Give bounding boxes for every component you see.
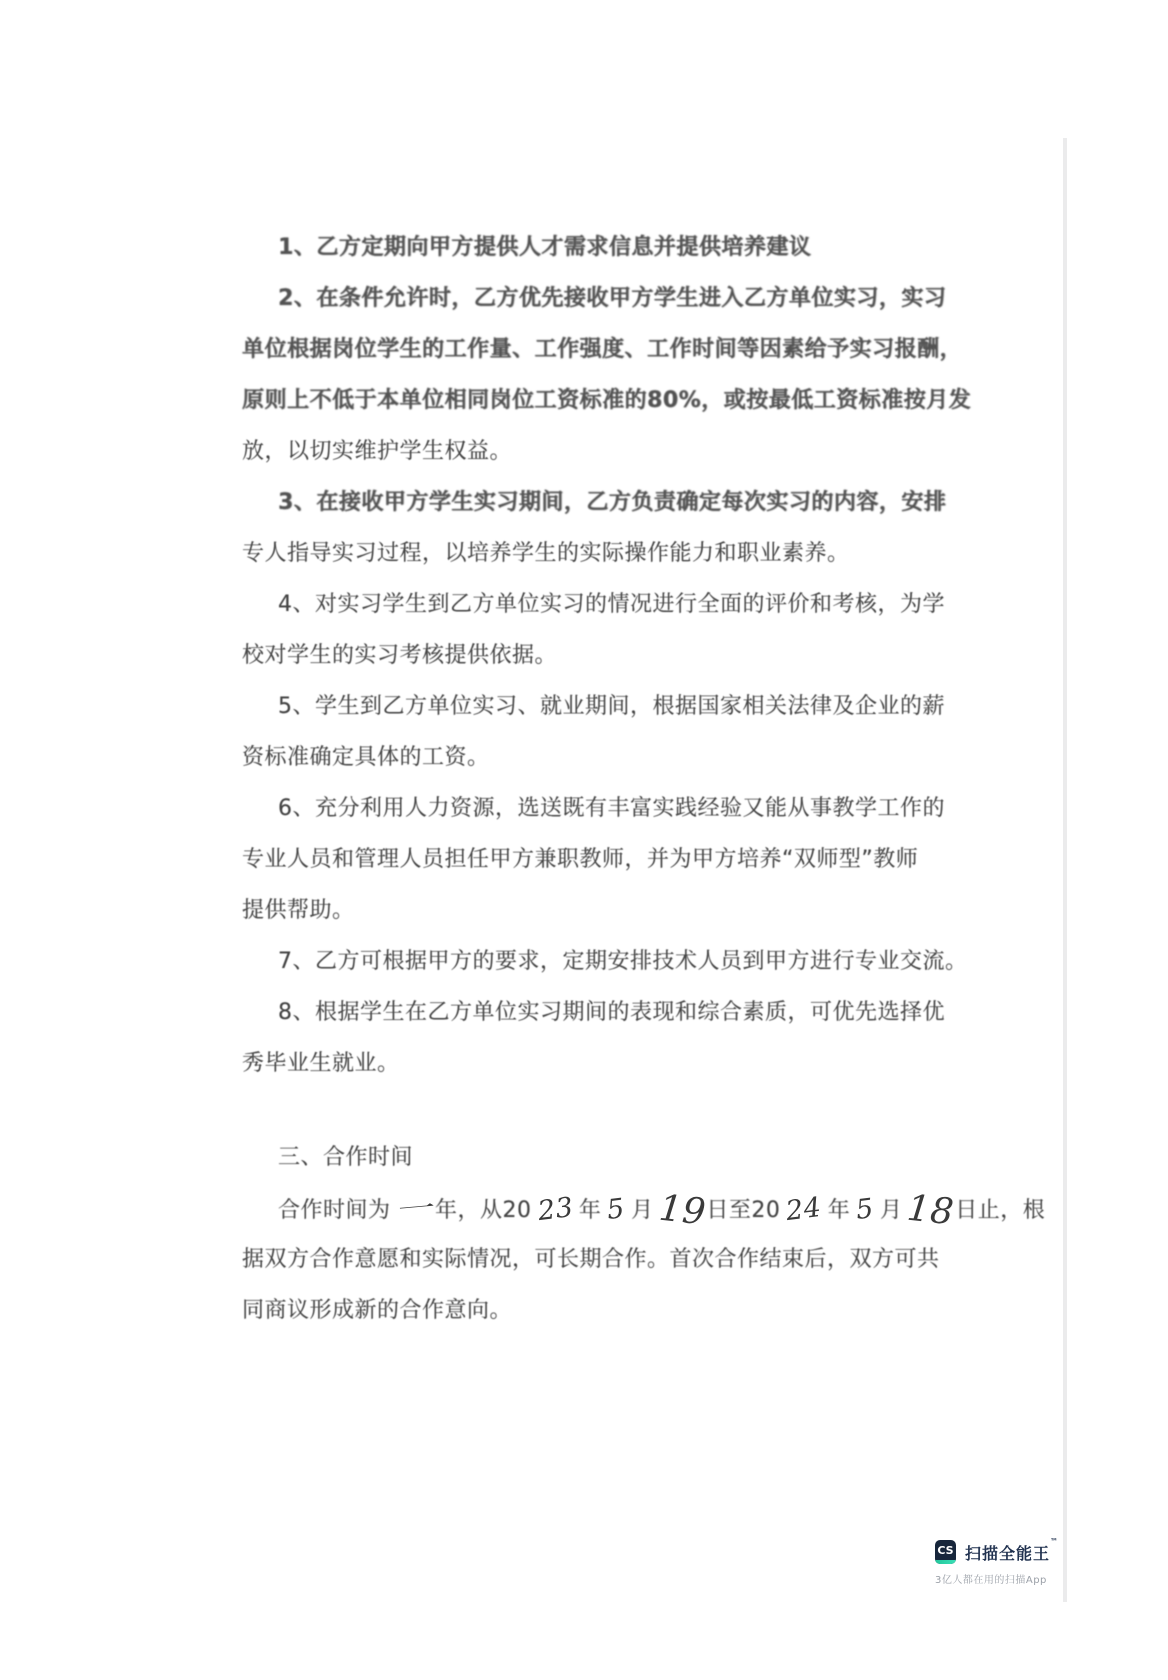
printed-text: 年 (578, 1198, 602, 1223)
page-edge-line (1063, 138, 1067, 1602)
camscanner-watermark (935, 1536, 1060, 1586)
doc-line: 专人指导实习过程，以培养学生的实际操作能力和职业素养。 (242, 541, 850, 566)
doc-line: 同商议形成新的合作意向。 (242, 1298, 513, 1323)
printed-text: 合作时间为 (278, 1198, 391, 1223)
doc-line: 秀毕业生就业。 (242, 1051, 400, 1076)
doc-line: 4、对实习学生到乙方单位实习的情况进行全面的评价和考核，为学 (278, 592, 945, 617)
doc-line: 6、充分利用人力资源，选送既有丰富实践经验又能从事教学工作的 (278, 796, 945, 821)
printed-text: 日止，根 (955, 1198, 1046, 1223)
doc-line: 校对学生的实习考核提供依据。 (242, 643, 558, 668)
doc-line: 专业人员和管理人员担任甲方兼职教师，并为甲方培养“双师型”教师 (242, 847, 919, 872)
handwritten-text: 24 (784, 1191, 824, 1228)
camscanner-logo-text: CS (937, 1543, 954, 1557)
handwritten-text: 18 (905, 1187, 957, 1234)
printed-text: 年 (827, 1198, 851, 1223)
doc-line-date (242, 1183, 1046, 1234)
handwritten-text: 5 (605, 1193, 627, 1226)
doc-line: 提供帮助。 (242, 898, 355, 923)
doc-line: 5、学生到乙方单位实习、就业期间，根据国家相关法律及企业的薪 (278, 694, 945, 719)
trademark-symbol: ™ (1050, 1536, 1060, 1546)
printed-text: 月 (631, 1198, 654, 1223)
doc-line: 三、合作时间 (278, 1145, 414, 1170)
printed-text: 月 (879, 1198, 903, 1223)
handwritten-text: 19 (656, 1187, 708, 1234)
handwritten-text: 一 (392, 1193, 433, 1225)
camscanner-tagline: 3亿人都在用的扫描App (935, 1575, 1047, 1586)
doc-line: 8、根据学生在乙方单位实习期间的表现和综合素质，可优先选择优 (278, 1000, 945, 1025)
handwritten-text: 5 (854, 1193, 876, 1226)
printed-text: 日至20 (706, 1198, 781, 1223)
doc-line: 3、在接收甲方学生实习期间，乙方负责确定每次实习的内容，安排 (278, 490, 947, 515)
camscanner-logo-icon (935, 1540, 956, 1564)
doc-line: 放，以切实维护学生权益。 (242, 439, 513, 464)
doc-line: 单位根据岗位学生的工作量、工作强度、工作时间等因素给予实习报酬， (242, 337, 963, 362)
doc-line: 2、在条件允许时，乙方优先接收甲方学生进入乙方单位实习，实习 (278, 286, 947, 311)
camscanner-app-name: 扫描全能王™ (965, 1536, 1060, 1563)
doc-line: 据双方合作意愿和实际情况，可长期合作。首次合作结束后，双方可共 (242, 1247, 940, 1272)
doc-line: 1、乙方定期向甲方提供人才需求信息并提供培养建议 (278, 235, 812, 260)
printed-text: 年，从20 (435, 1198, 532, 1223)
doc-line: 原则上不低于本单位相同岗位工资标准的80%，或按最低工资标准按月发 (242, 388, 972, 413)
doc-line: 资标准确定具体的工资。 (242, 745, 490, 770)
handwritten-text: 23 (535, 1191, 575, 1228)
document-text (242, 222, 1046, 1336)
doc-line: 7、乙方可根据甲方的要求，定期安排技术人员到甲方进行专业交流。 (278, 949, 968, 974)
